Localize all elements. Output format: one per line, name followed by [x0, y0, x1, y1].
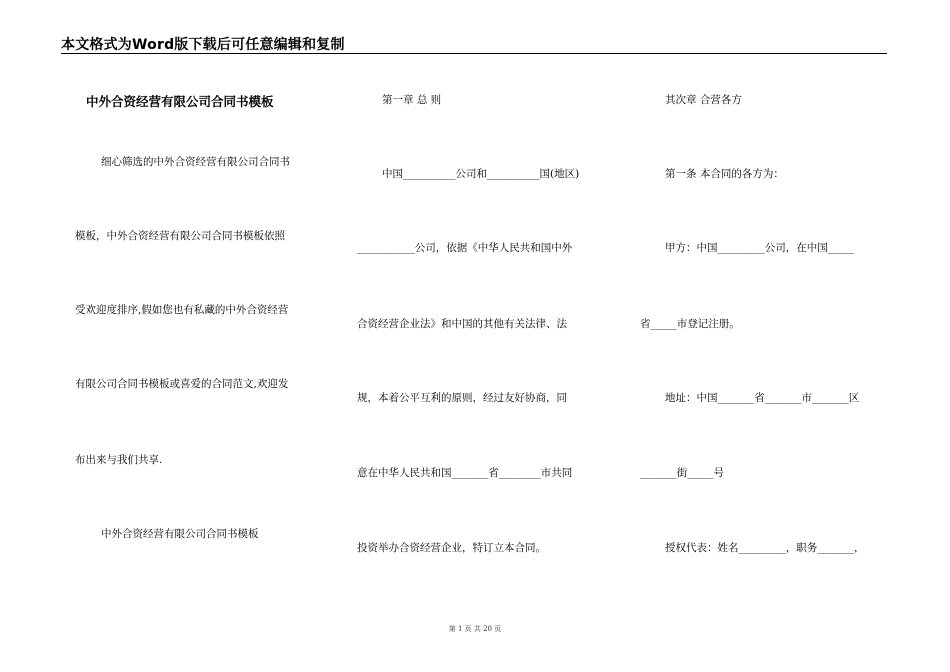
document-banner: 本文格式为Word版下载后可任意编辑和复制 — [61, 37, 345, 53]
chapter-heading: 第一章 总 则 — [382, 94, 442, 106]
col2-line: 中国__________公司和__________国(地区) — [382, 168, 580, 180]
col3-line: 第一条 本合同的各方为： — [665, 168, 784, 180]
col3-line: _______街_____号 — [640, 467, 724, 479]
col3-line: 授权代表：姓名_________，职务_______， — [665, 542, 865, 554]
header-rule — [61, 53, 887, 54]
col3-line: 甲方：中国_________公司，在中国_____ — [665, 242, 854, 254]
page-indicator: 第 1 页 共 20 页 — [448, 625, 502, 633]
document-title: 中外合资经营有限公司合同书模板 — [86, 94, 274, 109]
col1-line: 受欢迎度排序,假如您也有私藏的中外合资经营 — [75, 304, 289, 316]
chapter-heading: 其次章 合营各方 — [665, 94, 742, 106]
col3-line: 地址：中国_______省_______市_______区 — [665, 392, 860, 404]
col2-line: 投资举办合资经营企业，特订立本合同。 — [357, 542, 546, 554]
col2-line: ___________公司，依据《中华人民共和国中外 — [357, 242, 573, 254]
col2-line: 意在中华人民共和国_______省________市共同 — [357, 467, 573, 479]
col1-line: 中外合资经营有限公司合同书模板 — [101, 528, 259, 540]
col2-line: 合资经营企业法》和中国的其他有关法律、法 — [357, 318, 567, 330]
col2-line: 规，本着公平互利的原则，经过友好协商，同 — [357, 392, 567, 404]
col3-line: 省_____市登记注册。 — [640, 318, 740, 330]
col1-line: 有限公司合同书模板或喜爱的合同范文,欢迎发 — [75, 378, 289, 390]
col1-line: 细心筛选的中外合资经营有限公司合同书 — [101, 156, 290, 168]
col1-line: 布出来与我们共享. — [75, 454, 163, 466]
col1-line: 模板，中外合资经营有限公司合同书模板依照 — [75, 230, 285, 242]
